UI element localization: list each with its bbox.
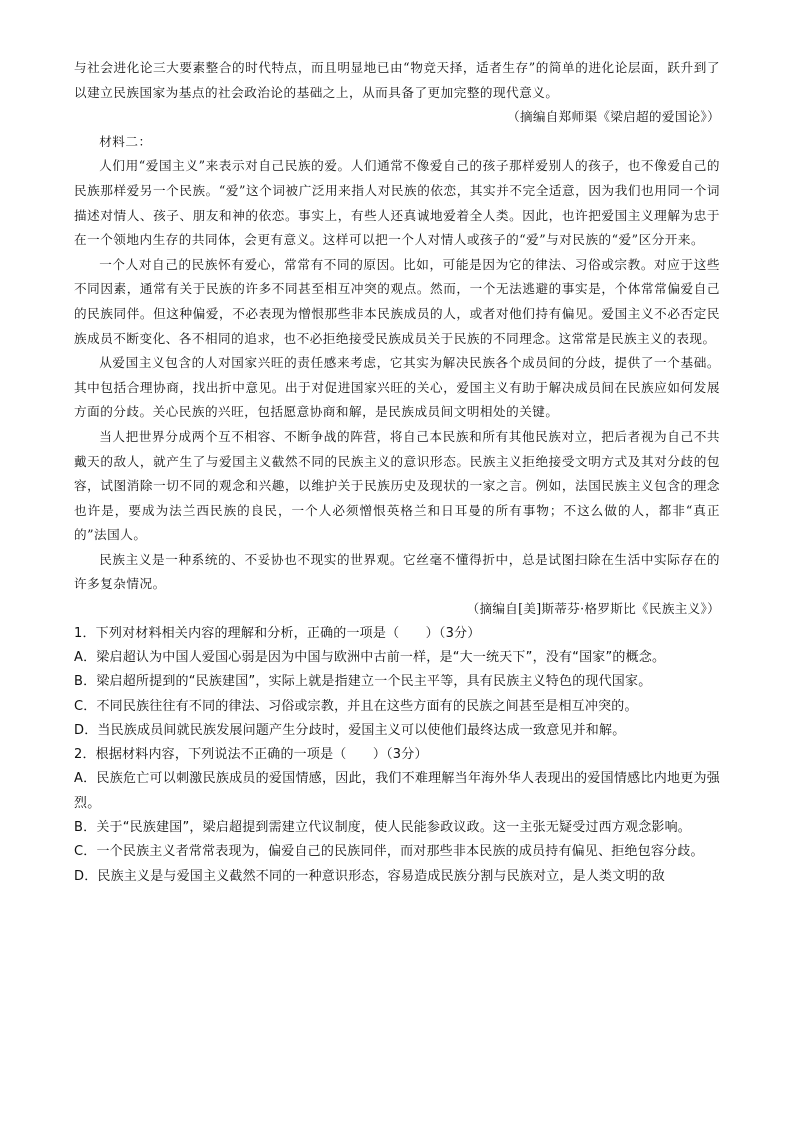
- source-one: （摘编自郑师渠《梁启超的爱国论》）: [507, 109, 720, 125]
- question-one-stem: 1．下列对材料相关内容的理解和分析，正确的一项是（ ）（3分）: [74, 625, 481, 641]
- material-two-paragraph: 从爱国主义包含的人对国家兴旺的责任感来考虑，它其实为解决民族各个成员间的分歧，提供了一个基础。其中包括合理协商，找出折中意见。出于对促进国家兴旺的关心，爱国主义有助于解决成员间在民族应如何发展方面的分歧。关心民族的兴旺，包括愿意协商和解，是民族成员间文明相处的关键。: [74, 355, 720, 420]
- question-one-option-d[interactable]: D．当民族成员间就民族发展问题产生分歧时，爱国主义可以使他们最终达成一致意见并和解。: [74, 722, 626, 738]
- question-two: [74, 743, 720, 889]
- question-one: [74, 622, 720, 743]
- material-two-label: 材料二：: [99, 133, 152, 149]
- source-two: （摘编自[美]斯蒂芬·格罗斯比《民族主义》）: [466, 601, 720, 617]
- question-one-option-a[interactable]: A．梁启超认为中国人爱国心弱是因为中国与欧洲中古前一样，是“大一统天下”，没有“国家”的概念。: [74, 649, 666, 665]
- document-page: [74, 56, 720, 889]
- material-two-paragraph: 民族主义是一种系统的、不妥协也不现实的世界观。它丝毫不懂得折中，总是试图扫除在生活中实际存在的许多复杂情况。: [74, 551, 720, 592]
- material-two-paragraph: 一个人对自己的民族怀有爱心，常常有不同的原因。比如，可能是因为它的律法、习俗或宗教。对应于这些不同因素，通常有关于民族的许多不同甚至相互冲突的观点。然而，一个无法逃避的事实是，个体常常偏爱自己的民族同伴。但这种偏爱，不必表现为憎恨那些非本民族成员的人，或者对他们持有偏见。爱国主义不必否定民族成员不断变化、各不相同的追求，也不必拒绝接受民族成员关于民族的不同理念。这常常是民族主义的表现。: [74, 256, 720, 346]
- material-two-paragraph: 当人把世界分成两个互不相容、不断争战的阵营，将自己本民族和所有其他民族对立，把后者视为自己不共戴天的敌人，就产生了与爱国主义截然不同的民族主义的意识形态。民族主义拒绝接受文明方式及其对分歧的包容，试图消除一切不同的观念和兴趣，以维护关于民族历史及现状的一家之言。例如，法国民族主义包含的理念也许是，要成为法兰西民族的良民，一个人必须憎恨英格兰和日耳曼的所有事物；不这么做的人，都非“真正的”法国人。: [74, 428, 720, 543]
- question-two-option-b[interactable]: B．关于“民族建国”，梁启超提到需建立代议制度，使人民能参政议政。这一主张无疑受过西方观念影响。: [74, 820, 691, 836]
- question-one-option-b[interactable]: B．梁启超所提到的“民族建国”，实际上就是指建立一个民主平等，具有民族主义特色的现代国家。: [74, 674, 652, 690]
- material-two-paragraph: 人们用“爱国主义”来表示对自己民族的爱。人们通常不像爱自己的孩子那样爱别人的孩子，也不像爱自己的民族那样爱另一个民族。“爱”这个词被广泛用来指人对民族的依恋，其实并不完全适意，因为我们也用同一个词描述对情人、孩子、朋友和神的依恋。事实上，有些人还真诚地爱着全人类。因此，也许把爱国主义理解为忠于在一个领地内生存的共同体，会更有意义。这样可以把一个人对情人或孩子的“爱”与对民族的“爱”区分开来。: [74, 158, 720, 248]
- question-two-option-c[interactable]: C．一个民族主义者常常表现为，偏爱自己的民族同伴，而对那些非本民族的成员持有偏见、拒绝包容分歧。: [74, 844, 704, 860]
- question-one-option-c[interactable]: C．不同民族往往有不同的律法、习俗或宗教，并且在这些方面有的民族之间甚至是相互冲突的。: [74, 698, 638, 714]
- question-two-option-d[interactable]: D．民族主义是与爱国主义截然不同的一种意识形态，容易造成民族分割与民族对立，是人类文明的敌: [74, 868, 666, 884]
- material-one-tail: 与社会进化论三大要素整合的时代特点，而且明显地已由“物竞天择，适者生存”的简单的进化论层面，跃升到了以建立民族国家为基点的社会政治论的基础之上，从而具备了更加完整的现代意义。: [74, 60, 720, 100]
- question-two-option-a[interactable]: A．民族危亡可以刺激民族成员的爱国情感，因此，我们不难理解当年海外华人表现出的爱国情感比内地更为强烈。: [74, 771, 720, 811]
- question-two-stem: 2．根据材料内容，下列说法不正确的一项是（ ）（3分）: [74, 747, 428, 763]
- material-one-section: [74, 56, 720, 105]
- material-two-section: [74, 130, 720, 597]
